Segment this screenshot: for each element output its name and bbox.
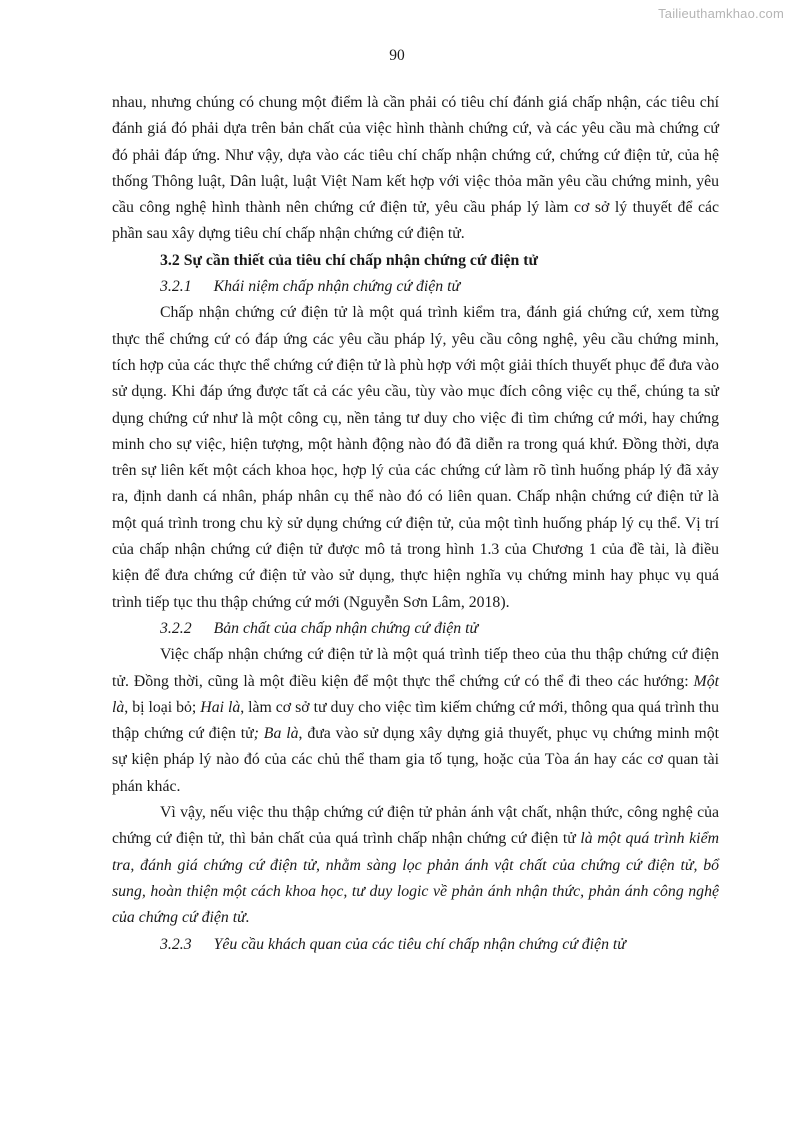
subsection-title: Khái niệm chấp nhận chứng cứ điện tử bbox=[213, 278, 461, 296]
subsection-number: 3.2.3 bbox=[160, 935, 192, 953]
paragraph-definition: Chấp nhận chứng cứ điện tử là một quá trình kiểm tra, đánh giá chứng cứ, xem từng thực thể chứng cứ có đáp ứng các yêu cầu pháp lý, yêu cầu công nghệ, yêu cầu chứng minh, tích hợp của các thực thể chứng cứ điện tử là phù hợp với một giải thích thuyết phục để đưa vào sử dụng. Khi đáp ứng được tất cả các yêu cầu, tùy vào mục đích công việc cụ thể, chúng ta sử dụng chứng cứ như là một công cụ, nền tảng tư duy cho việc đi tìm chứng cứ mới, hay chứng minh cho sự việc, hiện tượng, một hành động nào đó đã diễn ra trong quá khứ. Đồng thời, dựa trên sự liên kết một cách khoa học, hợp lý của các chứng cứ làm rõ tình huống pháp lý đã xảy ra, định danh cá nhân, pháp nhân cụ thể nào đó có liên quan. Chấp nhận chứng cứ điện tử là một quá trình trong chu kỳ sử dụng chứng cứ điện tử, của một tình huống pháp lý cụ thể. Vị trí của chấp nhận chứng cứ điện tử được mô tả trong hình 1.3 của Chương 1 của đề tài, là điều kiện để đưa chứng cứ điện tử vào sử dụng, thực hiện nghĩa vụ chứng minh hay phục vụ quá trình tiếp tục thu thập chứng cứ mới (Nguyễn Sơn Lâm, 2018). bbox=[112, 304, 719, 611]
paragraph-intro: nhau, nhưng chúng có chung một điểm là cần phải có tiêu chí đánh giá chấp nhận, các tiêu chí đánh giá đó phải dựa trên bản chất của việc hình thành chứng cứ, và các yêu cầu mà chứng cứ đó phải đáp ứng. Như vậy, dựa vào các tiêu chí chấp nhận chứng cứ, chứng cứ điện tử, của hệ thống Thông luật, Dân luật, luật Việt Nam kết hợp với việc thỏa mãn yêu cầu chứng minh, yêu cầu công nghệ hình thành nên chứng cứ điện tử, yêu cầu pháp lý làm cơ sở lý thuyết để các phần sau xây dựng tiêu chí chấp nhận chứng cứ điện tử. bbox=[112, 94, 719, 243]
paragraph-conclusion: Vì vậy, nếu việc thu thập chứng cứ điện tử phản ánh vật chất, nhận thức, công nghệ của chứng cứ điện tử, thì bản chất của quá trình chấp nhận chứng cứ điện tử là một quá trình kiểm tra, đánh giá chứng cứ điện tử, nhằm sàng lọc phản ánh vật chất của chứng cứ điện tử, bổ sung, hoàn thiện một cách khoa học, tư duy logic về phản ánh nhận thức, phản ánh công nghệ của chứng cứ điện tử. bbox=[112, 804, 719, 927]
subsection-title: Bản chất của chấp nhận chứng cứ điện tử bbox=[213, 619, 479, 637]
section-heading: 3.2 Sự cần thiết của tiêu chí chấp nhận chứng cứ điện tử bbox=[160, 251, 539, 269]
document-body bbox=[112, 90, 719, 958]
watermark: Tailieuthamkhao.com bbox=[658, 6, 784, 21]
page-number: 90 bbox=[389, 47, 405, 64]
paragraph-nature: Việc chấp nhận chứng cứ điện tử là một quá trình tiếp theo của thu thập chứng cứ điện tử. Đồng thời, cũng là một điều kiện để một thực thể chứng cứ có thể đi theo các hướng: Một là, bị loại bỏ; Hai là, làm cơ sở tư duy cho việc tìm kiếm chứng cứ mới, thông qua quá trình thu thập chứng cứ điện tử; Ba là, đưa vào sử dụng xây dựng giả thuyết, phục vụ chứng minh một sự kiện pháp lý nào đó của các chủ thể tham gia tố tụng, hoặc của Tòa án hay các cơ quan tài phán khác. bbox=[112, 646, 719, 795]
subsection-heading-3-2-1 bbox=[112, 274, 719, 300]
subsection-number: 3.2.2 bbox=[160, 619, 192, 637]
subsection-title: Yêu cầu khách quan của các tiêu chí chấp nhận chứng cứ điện tử bbox=[213, 935, 626, 953]
subsection-number: 3.2.1 bbox=[160, 278, 192, 296]
subsection-heading-3-2-3 bbox=[112, 932, 719, 958]
subsection-heading-3-2-2 bbox=[112, 616, 719, 642]
